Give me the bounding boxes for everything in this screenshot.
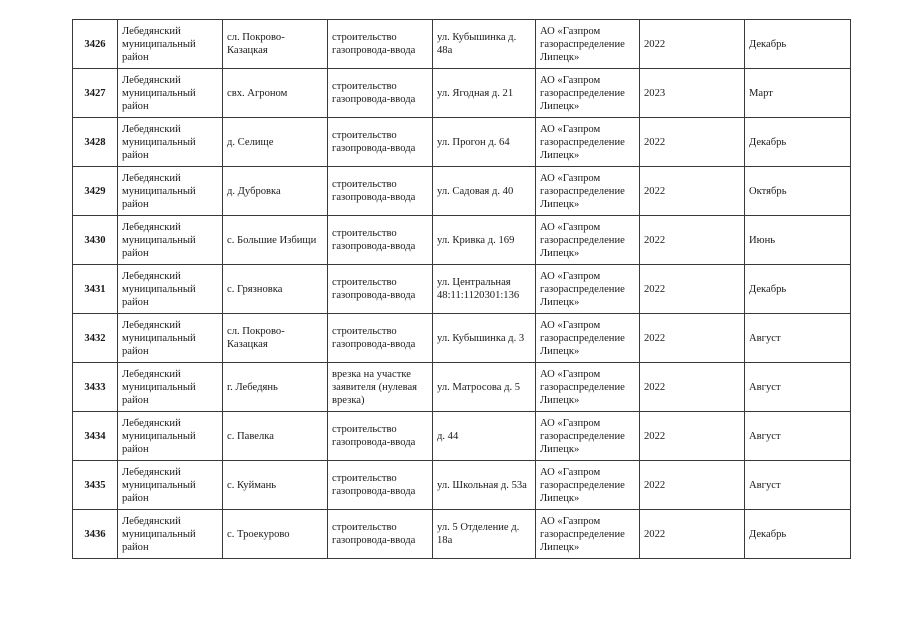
district-cell: Лебедянский муниципальный район: [118, 412, 223, 461]
month-cell: Август: [745, 461, 851, 510]
organization-cell: АО «Газпром газораспределение Липецк»: [536, 314, 640, 363]
work-type-cell: строительство газопровода-ввода: [328, 461, 433, 510]
locality-cell: с. Большие Избищи: [223, 216, 328, 265]
row-number: 3426: [73, 20, 118, 69]
locality-cell: д. Селище: [223, 118, 328, 167]
address-cell: ул. Садовая д. 40: [433, 167, 536, 216]
month-cell: Декабрь: [745, 265, 851, 314]
address-cell: д. 44: [433, 412, 536, 461]
month-cell: Декабрь: [745, 20, 851, 69]
year-cell: 2022: [640, 216, 745, 265]
work-type-cell: врезка на участке заявителя (нулевая врезка): [328, 363, 433, 412]
month-cell: Декабрь: [745, 510, 851, 559]
organization-cell: АО «Газпром газораспределение Липецк»: [536, 412, 640, 461]
organization-cell: АО «Газпром газораспределение Липецк»: [536, 461, 640, 510]
row-number: 3431: [73, 265, 118, 314]
month-cell: Август: [745, 314, 851, 363]
year-cell: 2023: [640, 69, 745, 118]
district-cell: Лебедянский муниципальный район: [118, 167, 223, 216]
table-row: [73, 412, 851, 461]
year-cell: 2022: [640, 118, 745, 167]
address-cell: ул. Матросова д. 5: [433, 363, 536, 412]
month-cell: Март: [745, 69, 851, 118]
work-type-cell: строительство газопровода-ввода: [328, 510, 433, 559]
table-row: [73, 216, 851, 265]
district-cell: Лебедянский муниципальный район: [118, 20, 223, 69]
address-cell: ул. Кривка д. 169: [433, 216, 536, 265]
table-row: [73, 510, 851, 559]
work-type-cell: строительство газопровода-ввода: [328, 118, 433, 167]
locality-cell: свх. Агроном: [223, 69, 328, 118]
row-number: 3430: [73, 216, 118, 265]
month-cell: Октябрь: [745, 167, 851, 216]
organization-cell: АО «Газпром газораспределение Липецк»: [536, 118, 640, 167]
row-number: 3432: [73, 314, 118, 363]
district-cell: Лебедянский муниципальный район: [118, 461, 223, 510]
table-row: [73, 461, 851, 510]
address-cell: ул. Школьная д. 53а: [433, 461, 536, 510]
address-cell: ул. 5 Отделение д. 18а: [433, 510, 536, 559]
gas-connection-table: [72, 19, 851, 559]
month-cell: Август: [745, 412, 851, 461]
organization-cell: АО «Газпром газораспределение Липецк»: [536, 69, 640, 118]
work-type-cell: строительство газопровода-ввода: [328, 167, 433, 216]
locality-cell: сл. Покрово-Казацкая: [223, 314, 328, 363]
work-type-cell: строительство газопровода-ввода: [328, 20, 433, 69]
table-row: [73, 20, 851, 69]
row-number: 3427: [73, 69, 118, 118]
row-number: 3436: [73, 510, 118, 559]
locality-cell: сл. Покрово-Казацкая: [223, 20, 328, 69]
table-row: [73, 69, 851, 118]
year-cell: 2022: [640, 412, 745, 461]
district-cell: Лебедянский муниципальный район: [118, 118, 223, 167]
district-cell: Лебедянский муниципальный район: [118, 363, 223, 412]
row-number: 3433: [73, 363, 118, 412]
table-row: [73, 363, 851, 412]
organization-cell: АО «Газпром газораспределение Липецк»: [536, 20, 640, 69]
year-cell: 2022: [640, 20, 745, 69]
month-cell: Июнь: [745, 216, 851, 265]
district-cell: Лебедянский муниципальный район: [118, 265, 223, 314]
table-row: [73, 314, 851, 363]
row-number: 3429: [73, 167, 118, 216]
district-cell: Лебедянский муниципальный район: [118, 314, 223, 363]
address-cell: ул. Прогон д. 64: [433, 118, 536, 167]
table-row: [73, 118, 851, 167]
locality-cell: с. Павелка: [223, 412, 328, 461]
table-row: [73, 167, 851, 216]
locality-cell: г. Лебедянь: [223, 363, 328, 412]
year-cell: 2022: [640, 461, 745, 510]
organization-cell: АО «Газпром газораспределение Липецк»: [536, 510, 640, 559]
table-row: [73, 265, 851, 314]
address-cell: ул. Кубышинка д. 3: [433, 314, 536, 363]
locality-cell: д. Дубровка: [223, 167, 328, 216]
work-type-cell: строительство газопровода-ввода: [328, 216, 433, 265]
year-cell: 2022: [640, 510, 745, 559]
year-cell: 2022: [640, 167, 745, 216]
district-cell: Лебедянский муниципальный район: [118, 216, 223, 265]
address-cell: ул. Ягодная д. 21: [433, 69, 536, 118]
district-cell: Лебедянский муниципальный район: [118, 510, 223, 559]
district-cell: Лебедянский муниципальный район: [118, 69, 223, 118]
row-number: 3434: [73, 412, 118, 461]
year-cell: 2022: [640, 363, 745, 412]
work-type-cell: строительство газопровода-ввода: [328, 412, 433, 461]
month-cell: Декабрь: [745, 118, 851, 167]
work-type-cell: строительство газопровода-ввода: [328, 69, 433, 118]
month-cell: Август: [745, 363, 851, 412]
locality-cell: с. Троекурово: [223, 510, 328, 559]
organization-cell: АО «Газпром газораспределение Липецк»: [536, 216, 640, 265]
year-cell: 2022: [640, 265, 745, 314]
organization-cell: АО «Газпром газораспределение Липецк»: [536, 167, 640, 216]
year-cell: 2022: [640, 314, 745, 363]
work-type-cell: строительство газопровода-ввода: [328, 314, 433, 363]
work-type-cell: строительство газопровода-ввода: [328, 265, 433, 314]
row-number: 3435: [73, 461, 118, 510]
organization-cell: АО «Газпром газораспределение Липецк»: [536, 265, 640, 314]
locality-cell: с. Куймань: [223, 461, 328, 510]
address-cell: ул. Кубышинка д. 48а: [433, 20, 536, 69]
locality-cell: с. Грязновка: [223, 265, 328, 314]
organization-cell: АО «Газпром газораспределение Липецк»: [536, 363, 640, 412]
row-number: 3428: [73, 118, 118, 167]
address-cell: ул. Центральная 48:11:1120301:136: [433, 265, 536, 314]
